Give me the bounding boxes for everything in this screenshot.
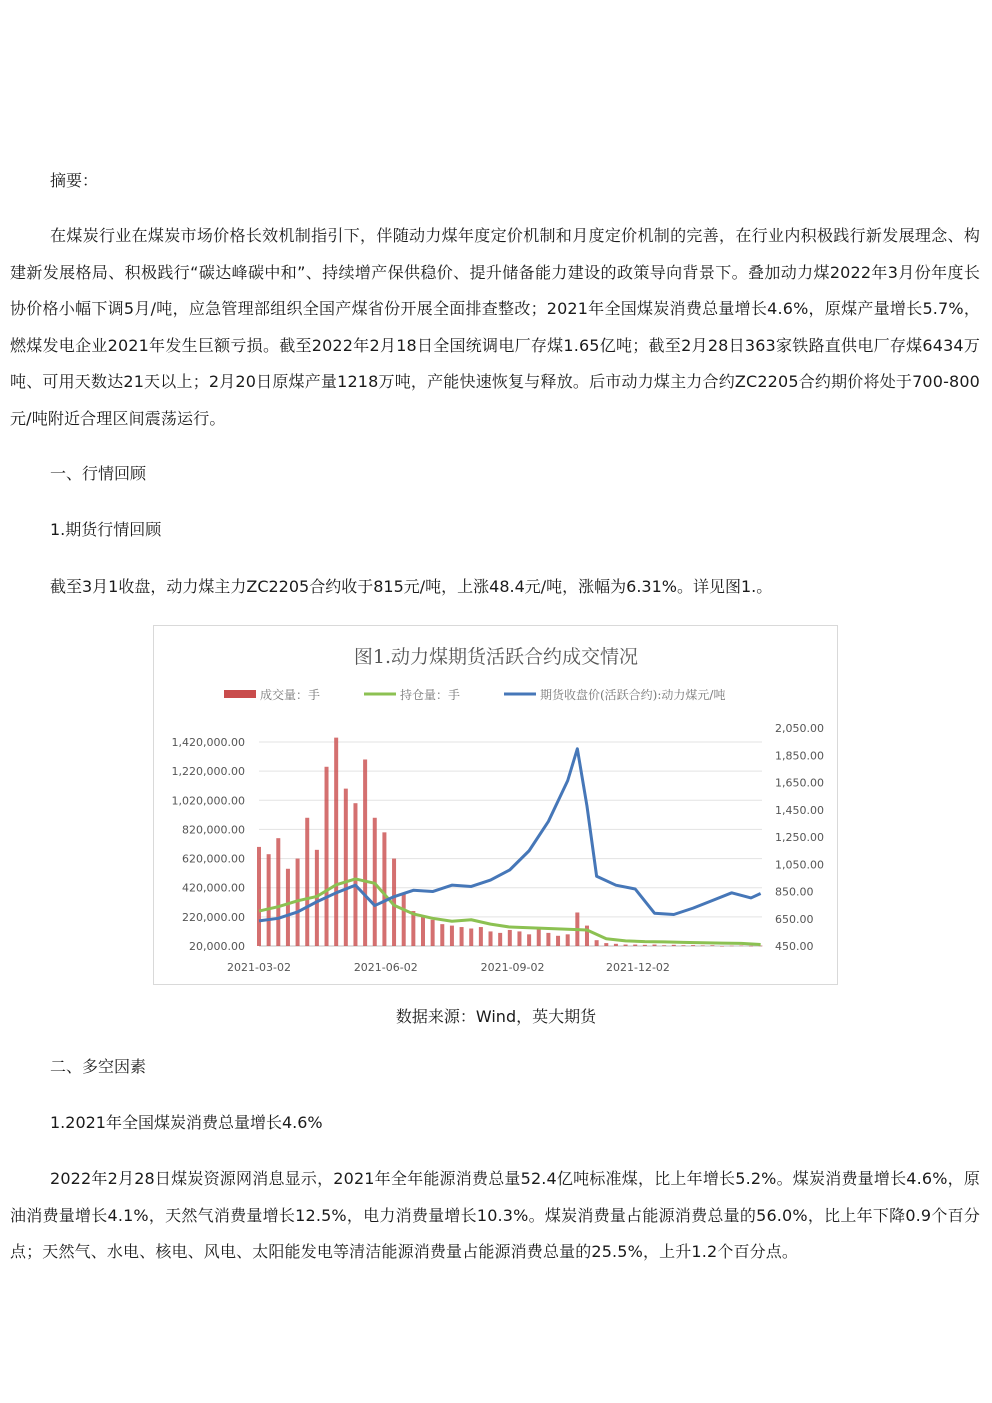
y-right-tick-label: 1,650.00 — [775, 776, 824, 790]
figure-caption: 数据来源：Wind，英大期货 — [395, 1007, 597, 1026]
abstract-heading: 摘要： — [50, 171, 99, 190]
volume-bar — [517, 931, 521, 946]
y-left-tick-label: 1,420,000.00 — [171, 736, 245, 749]
volume-bar — [739, 946, 743, 947]
section2-heading: 二、多空因素 — [50, 1057, 147, 1076]
volume-bar — [566, 934, 570, 946]
y-left-tick-label: 820,000.00 — [182, 823, 245, 837]
y-right-tick-label: 2,050.00 — [775, 722, 824, 735]
volume-bar — [363, 759, 367, 946]
figure-1-chart — [153, 625, 838, 985]
volume-bar — [276, 838, 280, 946]
volume-bar — [440, 924, 444, 946]
y-left-tick-label: 20,000.00 — [189, 940, 245, 953]
volume-bar — [411, 911, 415, 946]
sub1-paragraph: 截至3月1收盘，动力煤主力ZC2205合约收于815元/吨，上涨48.4元/吨，涨幅为6.31%。详见图1.。 — [50, 577, 773, 596]
volume-bar — [460, 927, 464, 946]
y-left-tick-label: 220,000.00 — [182, 910, 245, 924]
y-left-tick-label: 1,220,000.00 — [171, 765, 245, 779]
volume-bar — [643, 945, 647, 946]
x-tick-label: 2021-06-02 — [353, 961, 418, 974]
section1-heading: 一、行情回顾 — [50, 464, 147, 483]
volume-bar — [498, 933, 502, 946]
volume-bar — [595, 940, 599, 946]
volume-bar — [344, 789, 348, 946]
volume-bars — [257, 738, 763, 947]
volume-bar — [267, 854, 271, 946]
volume-bar — [402, 894, 406, 946]
volume-bar — [556, 936, 560, 946]
chart-svg — [154, 626, 839, 986]
volume-bar — [681, 945, 685, 946]
y-right-tick-label: 450.00 — [775, 940, 814, 953]
sub2-heading: 1.2021年全国煤炭消费总量增长4.6% — [50, 1113, 323, 1132]
chart-legend — [224, 687, 725, 702]
y-right-tick-label: 650.00 — [775, 912, 814, 926]
volume-bar — [286, 869, 290, 946]
legend-label: 持仓量：手 — [400, 688, 461, 702]
volume-bar — [508, 930, 512, 946]
volume-bar — [353, 803, 357, 946]
volume-bar — [431, 920, 435, 946]
volume-bar — [720, 946, 724, 947]
volume-bar — [469, 929, 473, 946]
volume-bar — [546, 933, 550, 946]
y-left-tick-label: 420,000.00 — [182, 881, 245, 895]
volume-bar — [672, 945, 676, 946]
volume-bar — [730, 946, 734, 947]
volume-bar — [749, 946, 753, 947]
volume-bar — [334, 738, 338, 946]
sub1-heading: 1.期货行情回顾 — [50, 520, 162, 539]
y-right-tick-label: 1,050.00 — [775, 858, 824, 872]
volume-bar — [537, 929, 541, 946]
x-tick-label: 2021-09-02 — [480, 961, 545, 974]
volume-bar — [325, 767, 329, 946]
volume-bar — [662, 945, 666, 946]
volume-bar — [701, 945, 705, 946]
y-left-tick-label: 620,000.00 — [182, 852, 245, 866]
volume-bar — [604, 943, 608, 946]
volume-bar — [614, 944, 618, 946]
volume-bar — [624, 945, 628, 946]
sub2-paragraph: 2022年2月28日煤炭资源网消息显示，2021年全年能源消费总量52.4亿吨标准煤，比上年增长5.2%。煤炭消费量增长4.6%，原油消费量增长4.1%，天然气消费量增长12.5%，电力消费量增长10.3%。煤炭消费量占能源消费总量的56.0%，比上年下降0.9个百分点；天然气、水电、核电、风电、太阳能发电等清洁能源消费量占能源消费总量的25.5%，上升1.2个百分点。 — [10, 1169, 980, 1262]
y-right-tick-label: 1,450.00 — [775, 803, 824, 817]
volume-bar — [489, 931, 493, 946]
y-right-tick-label: 850.00 — [775, 885, 814, 899]
volume-bar — [691, 945, 695, 946]
legend-label: 期货收盘价(活跃合约):动力煤元/吨 — [540, 688, 726, 702]
chart-title: 图1.动力煤期货活跃合约成交情况 — [353, 646, 639, 668]
y-right-tick-label: 1,250.00 — [775, 831, 824, 844]
volume-bar — [257, 847, 261, 946]
volume-bar — [382, 832, 386, 946]
y-right-tick-label: 1,850.00 — [775, 749, 824, 763]
legend-swatch-volume — [224, 690, 256, 698]
volume-bar — [633, 945, 637, 946]
volume-bar — [305, 818, 309, 946]
abstract-paragraph: 在煤炭行业在煤炭市场价格长效机制指引下，伴随动力煤年度定价机制和月度定价机制的完善，在行业内积极践行新发展理念、构建新发展格局、积极践行“碳达峰碳中和”、持续增产保供稳价、提升储备能力建设的政策导向背景下。叠加动力煤2022年3月份年度长协价格小幅下调5月/吨，应急管理部组织全国产煤省份开展全面排查整改；2021年全国煤炭消费总量增长4.6%，原煤产量增长5.7%，燃煤发电企业2021年发生巨额亏损。截至2022年2月18日全国统调电厂存煤1.65亿吨；截至2月28日363家铁路直供电厂存煤6434万吨、可用天数达21天以上；2月20日原煤产量1218万吨，产能快速恢复与释放。后市动力煤主力合约ZC2205合约期价将处于700-800元/吨附近合理区间震荡运行。 — [10, 226, 980, 428]
volume-bar — [450, 926, 454, 946]
volume-bar — [479, 927, 483, 946]
volume-bar — [421, 917, 425, 946]
x-tick-label: 2021-12-02 — [606, 961, 670, 974]
legend-label: 成交量：手 — [260, 688, 321, 702]
y-left-tick-label: 1,020,000.00 — [171, 794, 245, 808]
x-tick-label: 2021-03-02 — [227, 961, 291, 974]
volume-bar — [527, 934, 531, 946]
volume-bar — [710, 945, 714, 946]
volume-bar — [653, 945, 657, 946]
